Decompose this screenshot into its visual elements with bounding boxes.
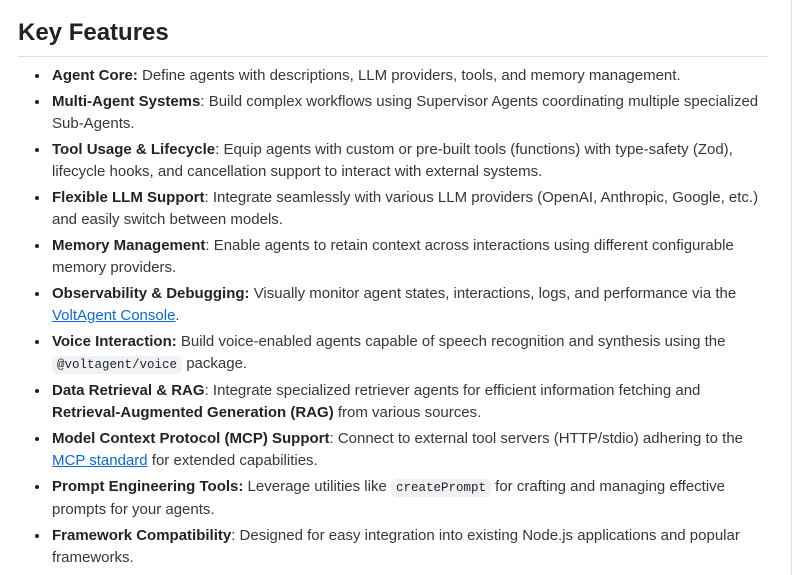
feature-item [50, 235, 768, 279]
feature-item [50, 187, 768, 231]
feature-label: Multi-Agent Systems [52, 93, 201, 110]
text-run: from various sources. [333, 404, 482, 421]
text-run: . [175, 307, 180, 324]
text-run: for extended capabilities. [147, 452, 318, 469]
feature-label: Voice Interaction: [52, 333, 177, 350]
feature-label: Framework Compatibility [52, 527, 232, 544]
feature-label: Prompt Engineering Tools: [52, 478, 244, 495]
text-run: : Connect to external tool servers (HTTP/stdio) adhering to the [329, 430, 744, 447]
text-run: package. [182, 355, 248, 372]
feature-label: Data Retrieval & RAG [52, 382, 205, 399]
feature-label: Memory Management [52, 237, 206, 254]
feature-item [50, 525, 768, 569]
feature-label: Agent Core: [52, 67, 138, 84]
text-run: : Build complex workflows using Supervisor Agents coordinating multiple specialized Sub-Agents. [52, 93, 759, 132]
inline-code: @voltagent/voice [52, 356, 182, 374]
section-heading: Key Features [18, 18, 768, 57]
feature-item [50, 139, 768, 183]
feature-item [50, 331, 768, 376]
text-run: for crafting and managing effective prompts for your agents. [52, 478, 726, 518]
features-list [18, 65, 768, 569]
feature-item [50, 428, 768, 472]
feature-label: Observability & Debugging: [52, 285, 250, 302]
text-run: : Integrate seamlessly with various LLM providers (OpenAI, Anthropic, Google, etc.) and easily switch between models. [52, 189, 759, 228]
feature-item [50, 91, 768, 135]
feature-item [50, 65, 768, 87]
voltagent-console-link[interactable]: VoltAgent Console [52, 307, 176, 324]
text-run: : Enable agents to retain context across interactions using different configurable memory providers. [52, 237, 734, 276]
text-run: Build voice-enabled agents capable of speech recognition and synthesis using the [176, 333, 726, 350]
text-run: Visually monitor agent states, interactions, logs, and performance via the [249, 285, 737, 302]
text-run: : Integrate specialized retriever agents for efficient information fetching and [204, 382, 701, 399]
mcp-standard-link[interactable]: MCP standard [52, 452, 148, 469]
inline-code: createPrompt [391, 479, 491, 497]
feature-label: Tool Usage & Lifecycle [52, 141, 216, 158]
text-run: Leverage utilities like [243, 478, 391, 495]
text-run: : Equip agents with custom or pre-built tools (functions) with type-safety (Zod), lifecycle hooks, and cancellation support to interact with external systems. [52, 141, 733, 180]
feature-item [50, 380, 768, 424]
feature-label: Flexible LLM Support [52, 189, 205, 206]
bold-text: Retrieval-Augmented Generation (RAG) [52, 404, 334, 421]
feature-label: Model Context Protocol (MCP) Support [52, 430, 330, 447]
feature-item [50, 476, 768, 521]
text-run: Define agents with descriptions, LLM providers, tools, and memory management. [137, 67, 681, 84]
text-run: : Designed for easy integration into existing Node.js applications and popular frameworks. [52, 527, 740, 566]
feature-item [50, 283, 768, 327]
